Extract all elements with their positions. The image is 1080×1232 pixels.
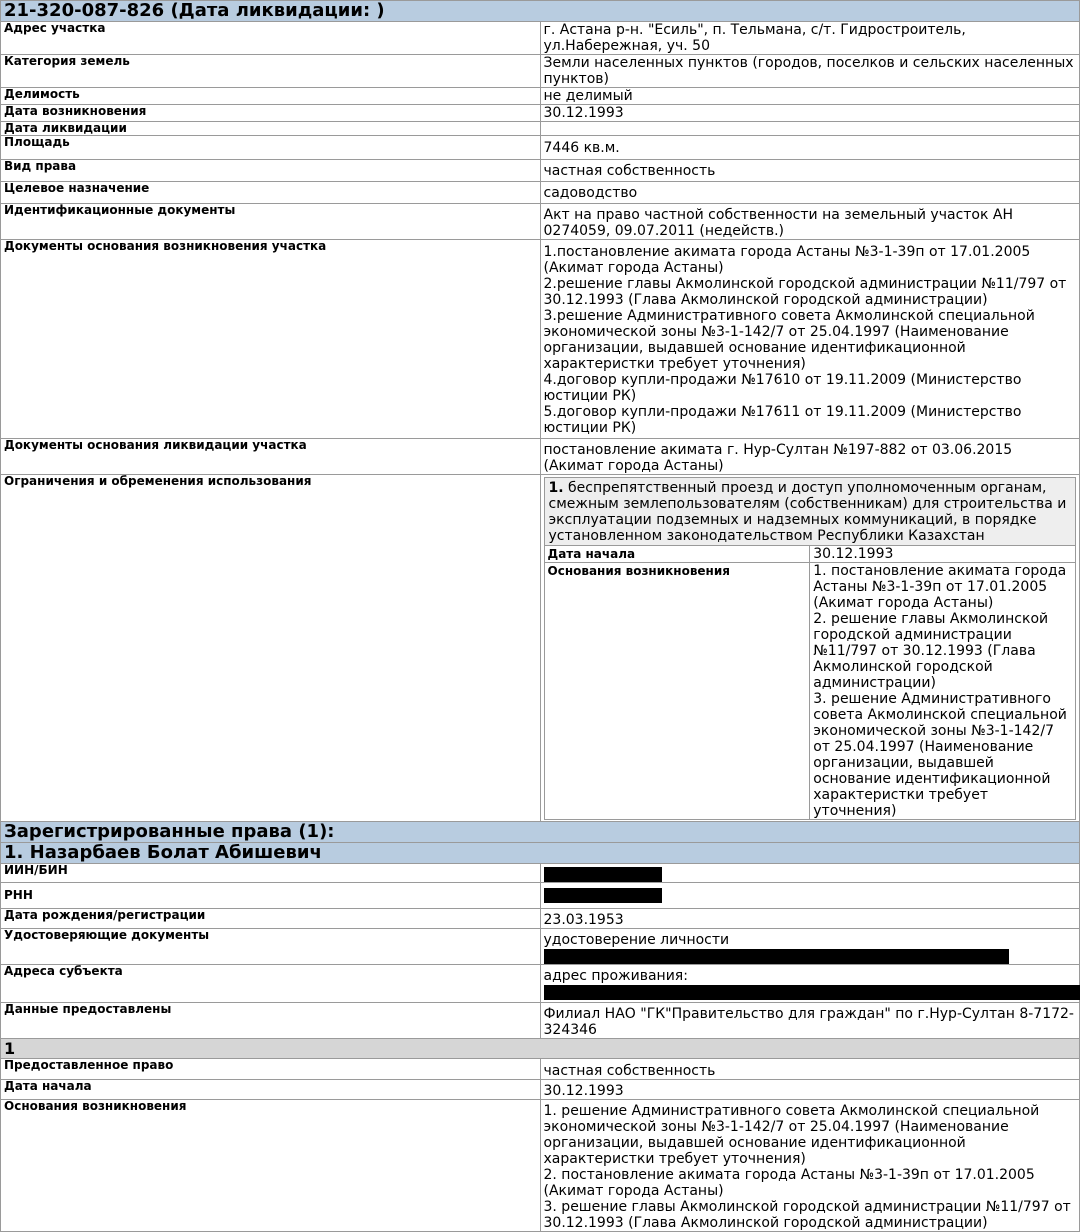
rights-section-title: Зарегистрированные права (1):: [1, 822, 1080, 843]
birth-label: Дата рождения/регистрации: [1, 909, 541, 929]
right-start-label: Дата начала: [1, 1080, 541, 1100]
row-restrictions: [1, 475, 1080, 822]
basis-doc-item: 5.договор купли-продажи №17611 от 19.11.2009 (Министерство юстиции РК): [544, 404, 1077, 436]
category-value: Земли населенных пунктов (городов, поселков и сельских населенных пунктов): [540, 55, 1080, 88]
row-right-type: [1, 160, 1080, 182]
restriction-number: 1.: [549, 480, 564, 496]
row-category: [1, 55, 1080, 88]
rights-section-row: [1, 822, 1080, 843]
granted-value: частная собственность: [540, 1059, 1080, 1080]
origin-date-label: Дата возникновения: [1, 105, 541, 122]
restriction-basis-row: [544, 563, 1076, 820]
row-origin-date: [1, 105, 1080, 122]
birth-value: 23.03.1953: [540, 909, 1080, 929]
right-number-row: [1, 1039, 1080, 1059]
right-basis-item: 1. решение Административного совета Акмолинской специальной экономической зоны №3-1-142/7 от 25.04.1997 (Наименование организации, выдавшей основание идентификационной характеристки требует уточнения): [544, 1103, 1077, 1167]
liquidation-date-label: Дата ликвидации: [1, 122, 541, 136]
owner-row: [1, 843, 1080, 864]
address-label: Адрес участка: [1, 22, 541, 55]
restriction-basis-item: 2. решение главы Акмолинской городской администрации №11/797 от 30.12.1993 (Глава Акмолинской городской администрации): [813, 611, 1072, 691]
rnn-label: РНН: [1, 883, 541, 909]
right-type-value: частная собственность: [540, 160, 1080, 182]
category-label: Категория земель: [1, 55, 541, 88]
row-address: [1, 22, 1080, 55]
subject-id-docs-value: [540, 929, 1080, 965]
area-value: 7446 кв.м.: [540, 136, 1080, 160]
owner-title: 1. Назарбаев Болат Абишевич: [1, 843, 1080, 864]
restrictions-value: [540, 475, 1080, 822]
basis-doc-item: 3.решение Административного совета Акмолинской специальной экономической зоны №3-1-142/7 от 25.04.1997 (Наименование организации, выдавшей основание идентификационной характеристки требует уточнения): [544, 308, 1077, 372]
redaction-bar: [544, 867, 662, 882]
restriction-basis-value: [810, 563, 1076, 820]
row-subject-id-docs: [1, 929, 1080, 965]
restriction-table: [544, 477, 1077, 820]
right-number: 1: [1, 1039, 1080, 1059]
restriction-start-row: [544, 546, 1076, 563]
row-liquidation-date: [1, 122, 1080, 136]
right-basis-label: Основания возникновения: [1, 1100, 541, 1232]
restriction-start-value: 30.12.1993: [810, 546, 1076, 563]
right-basis-item: 3. решение главы Акмолинской городской администрации №11/797 от 30.12.1993 (Глава Акмолинской городской администрации): [544, 1199, 1077, 1231]
row-liquidation-docs: [1, 439, 1080, 475]
right-type-label: Вид права: [1, 160, 541, 182]
subject-address-value: [540, 965, 1080, 1003]
row-granted: [1, 1059, 1080, 1080]
restriction-basis-item: 1. постановление акимата города Астаны №3-1-39п от 17.01.2005 (Акимат города Астаны): [813, 563, 1072, 611]
row-right-basis: [1, 1100, 1080, 1232]
basis-docs-label: Документы основания возникновения участка: [1, 240, 541, 439]
row-birth: [1, 909, 1080, 929]
row-basis-docs: [1, 240, 1080, 439]
parcel-title: 21-320-087-826 (Дата ликвидации: ): [1, 1, 1080, 22]
provided-value: Филиал НАО "ГК"Правительство для граждан" по г.Нур-Султан 8-7172-324346: [540, 1003, 1080, 1039]
row-area: [1, 136, 1080, 160]
granted-label: Предоставленное право: [1, 1059, 541, 1080]
divisibility-label: Делимость: [1, 88, 541, 105]
restriction-description: [544, 478, 1076, 546]
subject-address-label: Адреса субъекта: [1, 965, 541, 1003]
row-iin: [1, 864, 1080, 883]
basis-doc-item: 1.постановление акимата города Астаны №3-1-39п от 17.01.2005 (Акимат города Астаны): [544, 244, 1077, 276]
restriction-basis-item: 3. решение Административного совета Акмолинской специальной экономической зоны №3-1-142/7 от 25.04.1997 (Наименование организации, выдавшей основание идентификационной характеристки требует уточнения): [813, 691, 1072, 819]
restriction-text: беспрепятственный проезд и доступ уполномоченным органам, смежным землепользователям (собственникам) для строительства и эксплуатации подземных и надземных коммуникаций, в порядке установленном законодательством Республики Казахстан: [549, 480, 1067, 544]
origin-date-value: 30.12.1993: [540, 105, 1080, 122]
row-provided: [1, 1003, 1080, 1039]
basis-docs-value: [540, 240, 1080, 439]
restriction-head-row: [544, 478, 1076, 546]
purpose-label: Целевое назначение: [1, 182, 541, 204]
liquidation-date-value: [540, 122, 1080, 136]
parcel-header-row: [1, 1, 1080, 22]
right-basis-item: 2. постановление акимата города Астаны №3-1-39п от 17.01.2005 (Акимат города Астаны): [544, 1167, 1077, 1199]
liquidation-docs-value: постановление акимата г. Нур-Султан №197-882 от 03.06.2015 (Акимат города Астаны): [540, 439, 1080, 475]
purpose-value: садоводство: [540, 182, 1080, 204]
redaction-bar: [544, 949, 1009, 964]
right-start-value: 30.12.1993: [540, 1080, 1080, 1100]
subject-id-docs-label: Удостоверяющие документы: [1, 929, 541, 965]
row-id-docs: [1, 204, 1080, 240]
id-docs-value: Акт на право частной собственности на земельный участок АН 0274059, 09.07.2011 (недейств.): [540, 204, 1080, 240]
restrictions-label: Ограничения и обременения использования: [1, 475, 541, 822]
liquidation-docs-label: Документы основания ликвидации участка: [1, 439, 541, 475]
row-right-start: [1, 1080, 1080, 1100]
divisibility-value: не делимый: [540, 88, 1080, 105]
provided-label: Данные предоставлены: [1, 1003, 541, 1039]
row-purpose: [1, 182, 1080, 204]
right-basis-value: [540, 1100, 1080, 1232]
address-value: г. Астана р-н. "Есиль", п. Тельмана, с/т. Гидростроитель, ул.Набережная, уч. 50: [540, 22, 1080, 55]
id-docs-label: Идентификационные документы: [1, 204, 541, 240]
basis-doc-item: 4.договор купли-продажи №17610 от 19.11.2009 (Министерство юстиции РК): [544, 372, 1077, 404]
subject-id-docs-prefix: удостоверение личности: [544, 932, 730, 948]
subject-address-prefix: адрес проживания:: [544, 968, 688, 984]
rnn-value: [540, 883, 1080, 909]
row-divisibility: [1, 88, 1080, 105]
area-label: Площадь: [1, 136, 541, 160]
restriction-start-label: Дата начала: [544, 546, 810, 563]
redaction-bar: [544, 888, 662, 903]
iin-value: [540, 864, 1080, 883]
row-rnn: [1, 883, 1080, 909]
row-subject-address: [1, 965, 1080, 1003]
basis-doc-item: 2.решение главы Акмолинской городской администрации №11/797 от 30.12.1993 (Глава Акмолинской городской администрации): [544, 276, 1077, 308]
iin-label: ИИН/БИН: [1, 864, 541, 883]
restriction-basis-label: Основания возникновения: [544, 563, 810, 820]
